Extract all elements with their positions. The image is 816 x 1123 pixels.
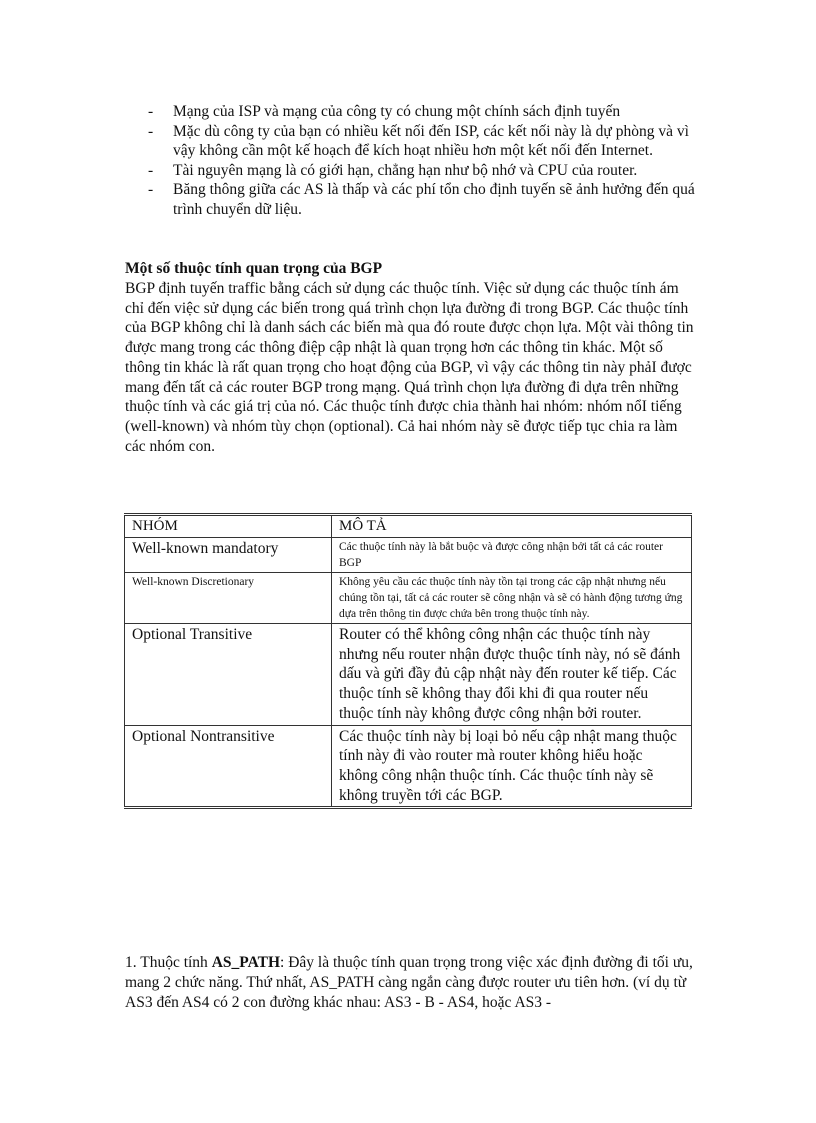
table-row [125, 725, 692, 808]
list-item-text: Mạng của ISP và mạng của công ty có chung một chính sách định tuyến [173, 103, 621, 120]
list-item [148, 161, 708, 181]
list-item-text: Tài nguyên mạng là có giới hạn, chẳng hạn như bộ nhớ và CPU của router. [173, 161, 638, 179]
table-header-row [125, 515, 692, 538]
table-row [125, 538, 692, 573]
table-cell-group: Well-known mandatory [125, 538, 332, 573]
table-cell-group: Well-known Discretionary [125, 573, 332, 624]
as-path-paragraph [125, 953, 697, 1012]
bullet-dash: - [148, 161, 154, 179]
list-item-text: Băng thông giữa các AS là thấp và các phí tổn cho định tuyến sẽ ảnh hưởng đến quá trình chuyển dữ liệu. [173, 181, 695, 218]
as-path-term: AS_PATH [211, 954, 281, 971]
table-row [125, 573, 692, 624]
table-cell-description: Không yêu cầu các thuộc tính này tồn tại trong các cập nhật nhưng nếu chúng tồn tại, tất cả các router sẽ công nhận và sẽ có hành động tương ứng dựa trên thông tin được chứa bên trong thuộc tính này. [332, 573, 692, 624]
list-item-text: Mặc dù công ty của bạn có nhiều kết nối đến ISP, các kết nối này là dự phòng và vì vậy không cần một kế hoạch để kích hoạt nhiều hơn một kết nối đến Internet. [173, 122, 689, 160]
table-header-description: MÔ TẢ [332, 515, 692, 538]
section-heading: Một số thuộc tính quan trọng của BGP [125, 260, 383, 277]
as-path-text: : Đây là thuộc tính quan trọng trong việc xác định đường đi tối ưu, mang 2 chức năng. Thứ nhất, AS_PATH càng ngắn càng được router ưu tiên hơn. (ví dụ từ AS3 đến AS4 có 2 con đường khác nhau: AS3 - B - AS4, hoặc AS3 - [125, 954, 693, 1011]
as-path-prefix: 1. Thuộc tính [125, 954, 212, 971]
table-cell-description: Router có thể không công nhận các thuộc tính này nhưng nếu router nhận được thuộc tính này, nó sẽ đánh dấu và gửi đầy đủ cập nhật này đến router kế tiếp. Các thuộc tính sẽ không thay đổi khi đi qua router nếu thuộc tính này không được công nhận bởi router. [332, 624, 692, 726]
list-item [148, 180, 708, 219]
table-cell-description: Các thuộc tính này bị loại bỏ nếu cập nhật mang thuộc tính này đi vào router mà router không hiểu hoặc không công nhận thuộc tính. Các thuộc tính này sẽ không truyền tới các BGP. [332, 725, 692, 808]
bullet-dash: - [148, 122, 154, 140]
bullet-dash: - [148, 181, 154, 199]
attribute-table [124, 513, 692, 809]
bullet-dash: - [148, 103, 154, 120]
table-cell-description: Các thuộc tính này là bắt buộc và được công nhận bởi tất cả các router BGP [332, 538, 692, 573]
table-row [125, 624, 692, 726]
table-cell-group: Optional Nontransitive [125, 725, 332, 808]
list-item [148, 102, 708, 122]
bullet-list [148, 102, 708, 220]
section-paragraph: BGP định tuyến traffic bằng cách sử dụng các thuộc tính. Việc sử dụng các thuộc tính ám chỉ đến việc sử dụng các biến trong quá trình chọn lựa đường đi trong BGP. Các thuộc tính của BGP không chỉ là danh sách các biến mà qua đó route được chọn lựa. Một vài thông tin được mang trong các thông điệp cập nhật là quan trọng hơn các thông tin khác. Một số thông tin khác là rất quan trọng cho hoạt động của BGP, vì vậy các thông tin này phảI được mang đến tất cả các router BGP trong mạng. Quá trình chọn lựa đường đi dựa trên những thuộc tính và các giá trị của nó. Các thuộc tính được chia thành hai nhóm: nhóm nổI tiếng (well-known) và nhóm tùy chọn (optional). Cả hai nhóm này sẽ được tiếp tục chia ra làm các nhóm con. [125, 280, 694, 455]
list-item [148, 122, 708, 161]
table-header-group: NHÓM [125, 515, 332, 538]
table-cell-group: Optional Transitive [125, 624, 332, 726]
